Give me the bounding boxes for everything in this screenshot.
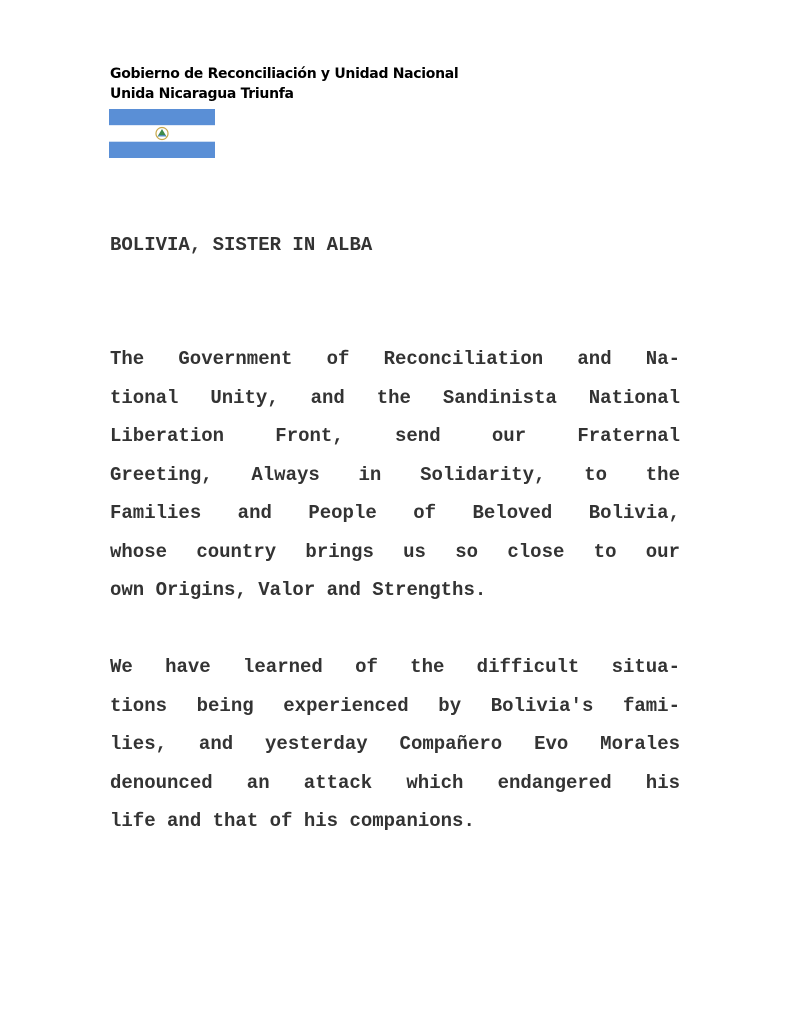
nicaragua-flag-icon bbox=[109, 109, 215, 158]
text-line: Greeting, Always in Solidarity, to the bbox=[110, 463, 680, 486]
government-name: Gobierno de Reconciliación y Unidad Nacional bbox=[110, 66, 459, 82]
paragraph-situation bbox=[110, 648, 680, 841]
text-line: whose country brings us so close to our bbox=[110, 540, 680, 563]
document-header bbox=[110, 64, 458, 104]
text-line: The Government of Reconciliation and Na- bbox=[110, 348, 680, 370]
text-line: denounced an attack which endangered his bbox=[110, 771, 680, 794]
text-line: Families and People of Beloved Bolivia, bbox=[110, 502, 680, 524]
text-line: tional Unity, and the Sandinista National bbox=[110, 386, 680, 409]
text-line: life and that of his companions. bbox=[110, 810, 475, 832]
text-line: We have learned of the difficult situa- bbox=[110, 656, 680, 678]
text-line: Liberation Front, send our Fraternal bbox=[110, 425, 680, 447]
government-slogan: Unida Nicaragua Triunfa bbox=[110, 86, 294, 102]
text-line: own Origins, Valor and Strengths. bbox=[110, 579, 487, 601]
text-line: lies, and yesterday Compañero Evo Morales bbox=[110, 733, 680, 755]
paragraph-greeting bbox=[110, 340, 680, 610]
text-line: tions being experienced by Bolivia's fami- bbox=[110, 694, 680, 717]
document-title: BOLIVIA, SISTER IN ALBA bbox=[110, 234, 373, 256]
